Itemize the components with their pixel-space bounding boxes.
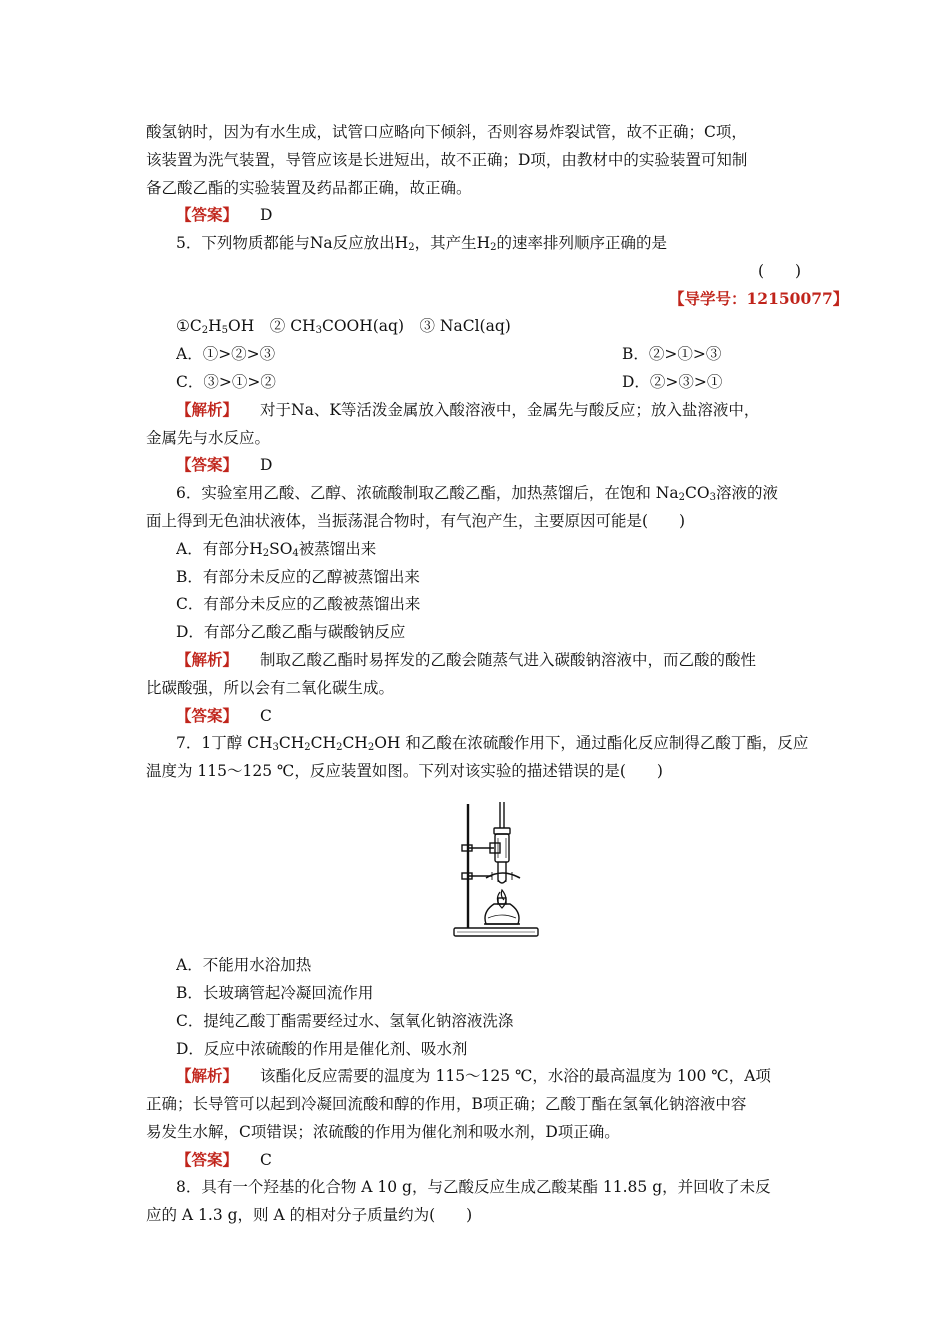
- option-c[interactable]: C．③>①>②: [176, 373, 276, 391]
- paragraph-line: 应的 A 1.3 g，则 A 的相对分子质量约为( ): [146, 1206, 473, 1224]
- option-d[interactable]: D．有部分乙酸乙酯与碳酸钠反应: [176, 623, 406, 641]
- q5-answer: [176, 455, 808, 477]
- option-d[interactable]: D．②>③>①: [622, 373, 723, 391]
- answer-value: C: [260, 1151, 272, 1169]
- q4-answer: [176, 205, 808, 227]
- q6-stem: 6．实验室用乙酸、乙醇、浓硫酸制取乙酸乙酯，加热蒸馏后，在饱和 $Na_2CO_3$溶液的液: [176, 484, 778, 503]
- q5-analysis: 【解析】 对于Na、K等活泼金属放入酸溶液中，金属先与酸反应；放入盐溶液中，: [176, 400, 760, 419]
- answer-value: C: [260, 707, 272, 725]
- paragraph-line: 金属先与水反应。: [146, 429, 271, 447]
- paragraph-line: 易发生水解，C项错误；浓硫酸的作用为催化剂和吸水剂，D项正确。: [146, 1123, 620, 1141]
- paragraph-line: 备乙酸乙酯的实验装置及药品都正确，故正确。: [146, 179, 472, 197]
- paragraph-line: 比碳酸强，所以会有二氧化碳生成。: [146, 679, 395, 697]
- q6-answer: [176, 706, 808, 728]
- answer-tag: 【答案】: [176, 706, 239, 725]
- paragraph-line: 面上得到无色油状液体，当振荡混合物时，有气泡产生，主要原因可能是( ): [146, 512, 686, 530]
- option-a[interactable]: A．不能用水浴加热: [176, 956, 312, 974]
- q6-analysis: 【解析】 制取乙酸乙酯时易挥发的乙酸会随蒸气进入碳酸钠溶液中，而乙酸的酸性: [176, 650, 757, 669]
- analysis-tag: 【解析】: [176, 650, 239, 669]
- answer-value: D: [260, 456, 273, 474]
- guide-number: 【导学号：12150077】: [669, 289, 849, 308]
- answer-tag: 【答案】: [176, 1150, 239, 1169]
- paragraph-line: 正确；长导管可以起到冷凝回流酸和醇的作用，B项正确；乙酸丁酯在氢氧化钠溶液中容: [146, 1095, 747, 1113]
- reflux-apparatus-figure: [448, 800, 542, 946]
- option-a[interactable]: A．①>②>③: [176, 345, 276, 363]
- q5-options-row1: [176, 344, 808, 366]
- q5-items: $①C_2H_5OH$ ② $CH_3COOH(aq)$ ③ NaCl(aq): [176, 317, 511, 336]
- answer-tag: 【答案】: [176, 455, 239, 474]
- analysis-tag: 【解析】: [176, 400, 239, 419]
- answer-tag: 【答案】: [176, 205, 239, 224]
- paragraph-line: 该装置为洗气装置，导管应该是长进短出，故不正确；D项，由教材中的实验装置可知制: [146, 151, 748, 169]
- option-a[interactable]: A．有部分$H_2SO_4$被蒸馏出来: [176, 540, 377, 559]
- q5-paren: ( ): [758, 262, 802, 280]
- answer-value: D: [260, 206, 273, 224]
- option-b[interactable]: B．有部分未反应的乙醇被蒸馏出来: [176, 568, 420, 586]
- option-b[interactable]: B．长玻璃管起冷凝回流作用: [176, 984, 374, 1002]
- q8-stem: 8．具有一个羟基的化合物 A 10 g，与乙酸反应生成乙酸某酯 11.85 g，并回收了未反: [176, 1178, 771, 1196]
- q5-stem: 5．下列物质都能与Na反应放出$H_2$，其产生$H_2$的速率排列顺序正确的是: [176, 234, 667, 253]
- q7-answer: [176, 1150, 808, 1172]
- analysis-tag: 【解析】: [176, 1066, 239, 1085]
- q7-stem: 7．1丁醇 $CH_3CH_2CH_2CH_2OH$ 和乙酸在浓硫酸作用下，通过酯化反应制得乙酸丁酯，反应: [176, 734, 808, 753]
- q7-analysis: 【解析】 该酯化反应需要的温度为 115～125 ℃，水浴的最高温度为 100 ℃，A项: [176, 1066, 771, 1085]
- option-c[interactable]: C．有部分未反应的乙酸被蒸馏出来: [176, 595, 421, 613]
- paragraph-line: 温度为 115～125 ℃，反应装置如图。下列对该实验的描述错误的是( ): [146, 762, 663, 780]
- option-d[interactable]: D．反应中浓硫酸的作用是催化剂、吸水剂: [176, 1040, 468, 1058]
- paragraph-line: 酸氢钠时，因为有水生成，试管口应略向下倾斜，否则容易炸裂试管，故不正确；C项，: [146, 123, 747, 141]
- option-b[interactable]: B．②>①>③: [622, 345, 722, 363]
- option-c[interactable]: C．提纯乙酸丁酯需要经过水、氢氧化钠溶液洗涤: [176, 1012, 514, 1030]
- q5-options-row2: [176, 372, 808, 394]
